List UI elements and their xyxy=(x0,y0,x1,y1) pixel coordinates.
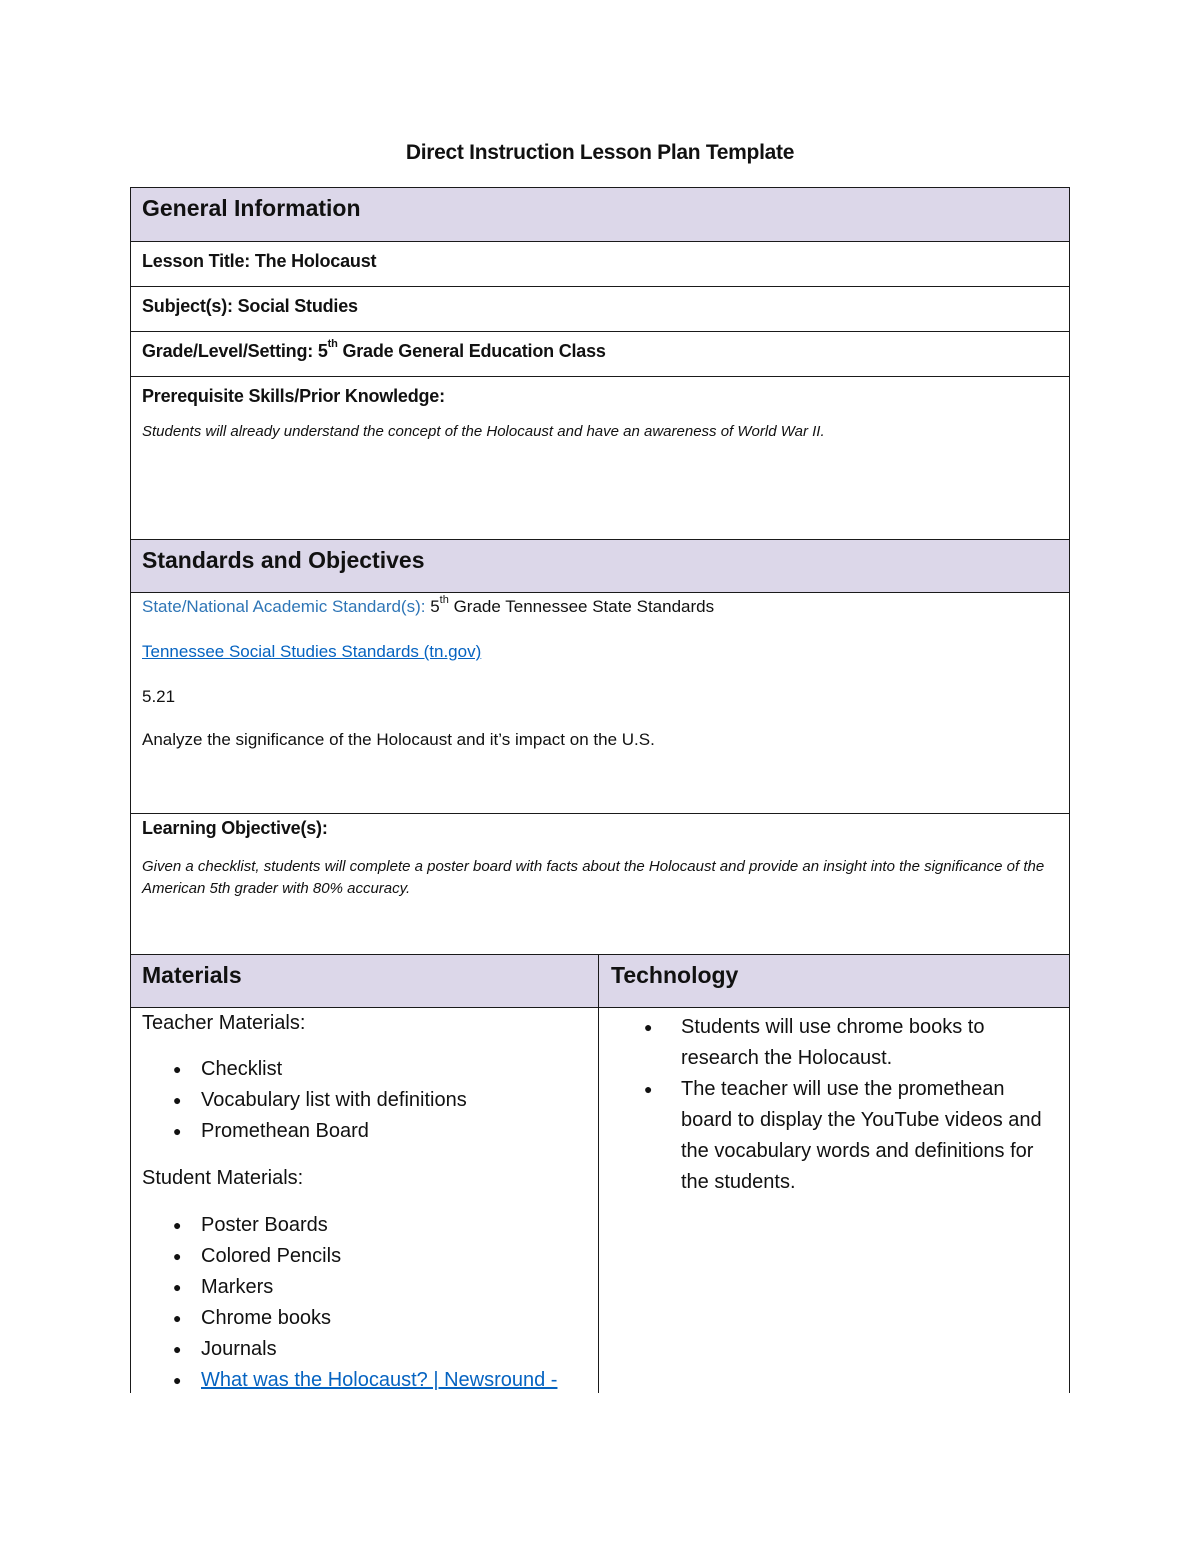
list-item: ● Colored Pencils xyxy=(131,1241,557,1272)
prereq-label: Prerequisite Skills/Prior Knowledge: xyxy=(142,386,445,406)
lesson-title-row xyxy=(130,241,1070,286)
list-item: ● Students will use chrome books to research the Holocaust. xyxy=(598,1012,1058,1074)
state-standard-label: State/National Academic Standard(s): xyxy=(142,597,426,616)
standards-header: Standards and Objectives xyxy=(142,547,425,573)
list-item: ● Vocabulary list with definitions xyxy=(131,1085,467,1116)
standards-row xyxy=(130,592,1070,813)
student-materials-list xyxy=(131,1210,557,1396)
state-standard: State/National Academic Standard(s): 5th Grade Tennessee State Standards xyxy=(142,594,715,616)
list-item: ● Markers xyxy=(131,1272,557,1303)
standard-description: Analyze the significance of the Holocaust and it’s impact on the U.S. xyxy=(142,730,655,749)
teacher-materials-list xyxy=(131,1054,467,1147)
grade-row xyxy=(130,331,1070,376)
technology-list xyxy=(598,1012,1058,1198)
general-info-header: General Information xyxy=(142,195,361,221)
column-divider xyxy=(598,955,599,1007)
tn-standards-link[interactable]: Tennessee Social Studies Standards (tn.gov) xyxy=(142,642,482,661)
objective-text: Given a checklist, students will complete a poster board with facts about the Holocaust and provide an insight into the significance of the American 5th grader with 80% accuracy. xyxy=(142,858,1045,897)
standard-code: 5.21 xyxy=(142,687,176,706)
list-item: ● The teacher will use the promethean board to display the YouTube videos and the vocabulary words and definitions for the students. xyxy=(598,1074,1058,1198)
grade-level-setting: Grade/Level/Setting: 5th Grade General Education Class xyxy=(142,338,606,361)
list-item: ● Chrome books xyxy=(131,1303,557,1334)
list-item: ● Checklist xyxy=(131,1054,467,1085)
list-item: ● Promethean Board xyxy=(131,1116,467,1147)
technology-header: Technology xyxy=(611,962,739,988)
general-info-header-row xyxy=(130,187,1070,241)
list-item-link xyxy=(131,1365,557,1396)
document-title: Direct Instruction Lesson Plan Template xyxy=(405,141,795,164)
materials-tech-row xyxy=(130,1007,1070,1393)
materials-column xyxy=(131,1008,598,1393)
list-item: ● Poster Boards xyxy=(131,1210,557,1241)
objective-label: Learning Objective(s): xyxy=(142,818,328,838)
subjects: Subject(s): Social Studies xyxy=(142,296,358,316)
standards-header-row xyxy=(130,539,1070,592)
list-item: ● Journals xyxy=(131,1334,557,1365)
lesson-title: Lesson Title: The Holocaust xyxy=(142,251,377,271)
teacher-materials-label: Teacher Materials: xyxy=(142,1012,306,1034)
newsround-link[interactable]: What was the Holocaust? | Newsround - xyxy=(201,1369,558,1391)
materials-tech-header-row xyxy=(130,954,1070,1007)
subjects-row xyxy=(130,286,1070,331)
student-materials-label: Student Materials: xyxy=(142,1167,304,1189)
materials-header: Materials xyxy=(142,962,242,988)
technology-column xyxy=(598,1008,1071,1393)
prereq-text: Students will already understand the concept of the Holocaust and have an awareness of World War II. xyxy=(142,423,825,440)
objective-row xyxy=(130,813,1070,954)
prereq-row xyxy=(130,376,1070,539)
